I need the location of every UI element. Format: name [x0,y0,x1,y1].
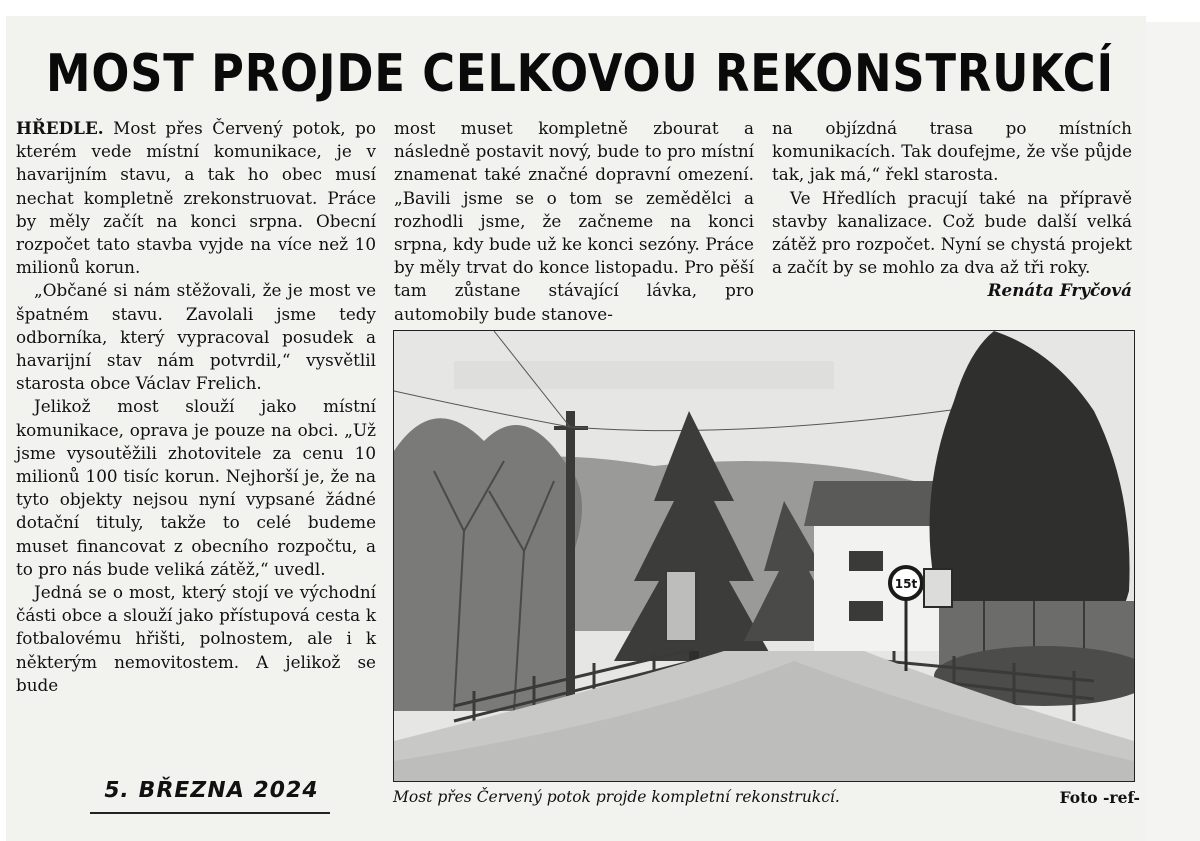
article-column-1 [16,117,376,697]
photo-credit: Foto -ref- [1059,788,1140,807]
issue-date: 5. BŘEZNA 2024 [101,778,321,803]
paragraph-2: „Občané si nám stěžovali, že je most ve špatném stavu. Zavolali jsme tedy odborníka, který vypracoval posudek a havarijní stav nám potvrdil,“ vysvětlil starosta obce Václav Frelich. [16,280,376,394]
paragraph-7: Ve Hředlích pracují také na přípravě stavby kanalizace. Což bude další velká zátěž pro rozpočet. Nyní se chystá projekt a začít by se mohlo za dva až tři roky. [772,187,1132,278]
bridge-photo-illustration [394,331,1134,781]
article-column-2 [394,117,754,326]
paragraph-3: Jelikož most slouží jako místní komunikace, oprava je pouze na obci. „Už jsme vysoutěžili zhotovitele za cenu 10 milionů 100 tisíc korun. Nejhorší je, že na tyto objekty nejsou nyní vypsané žádné dotační tituly, takže to celé budeme muset financovat z obecního rozpočtu, a to pro nás bude veliká zátěž,“ uvedl. [16,396,376,579]
paragraph-5: most muset kompletně zbourat a následně postavit nový, bude to pro místní znamenat také značné dopravní omezení. „Bavili jsme se o tom se zemědělci a rozhodli jsme, že začneme na konci srpna, kdy bude už ke konci sezóny. Práce by měly trvat do konce listopadu. Pro pěší tam zůstane stávající lávka, pro automobily bude stanove- [394,118,754,324]
photo-caption: Most přes Červený potok projde kompletní rekonstrukcí. [393,788,840,806]
issue-date-underline [90,812,330,814]
paragraph-6: na objízdná trasa po místních komunikacích. Tak doufejme, že vše půjde tak, jak má,“ řekl starosta. [772,118,1132,185]
dateline: HŘEDLE. [16,118,104,138]
article-headline: MOST PROJDE CELKOVOU REKONSTRUKCÍ [46,44,1114,104]
article-column-3 [772,117,1132,303]
paragraph-1-text: Most přes Červený potok, po kterém vede místní komunikace, je v havarijním stavu, a tak ho obec musí nechat kompletně zrekonstruovat. Práce by měly začít na konci srpna. Obecní rozpočet tato stavba vyjde na více než 10 milionů korun. [16,118,376,278]
weight-limit-sign-text: 15t [894,577,918,591]
paragraph-1 [16,117,376,279]
article-photo [393,330,1135,782]
paragraph-4: Jedná se o most, který stojí ve východní části obce a slouží jako přístupová cesta k fotbalovému hřišti, polnostem, ale i k některým nemovitostem. A jelikož se bude [16,582,376,695]
author-byline: Renáta Fryčová [987,280,1132,301]
